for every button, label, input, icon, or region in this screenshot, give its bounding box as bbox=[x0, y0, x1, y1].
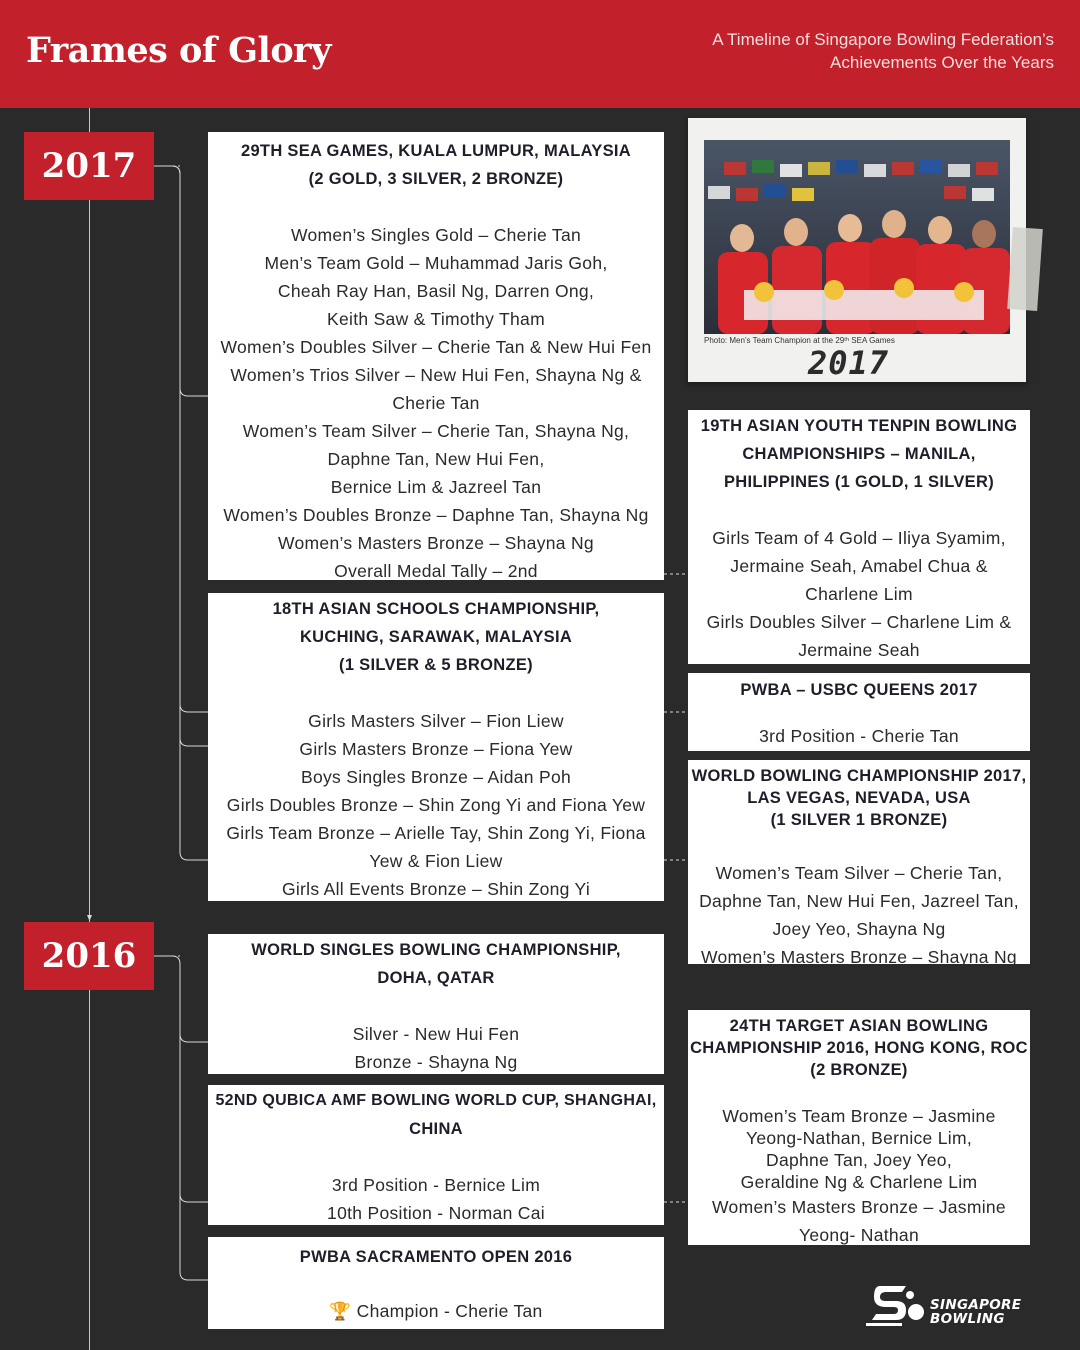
result-line: 3rd Position - Cherie Tan bbox=[759, 726, 959, 746]
result-line: Bernice Lim & Jazreel Tan bbox=[330, 477, 542, 497]
result-line: Girls Masters Silver – Fion Liew bbox=[308, 711, 564, 731]
result-line: Girls Team of 4 Gold – Iliya Syamim, bbox=[712, 528, 1006, 548]
result-line: Cherie Tan bbox=[392, 393, 480, 413]
timeline-arrows bbox=[87, 915, 92, 921]
result-line: Women’s Team Silver – Cherie Tan, Shayna Ng, bbox=[242, 421, 630, 441]
result-line: Geraldine Ng & Charlene Lim bbox=[740, 1172, 978, 1192]
result-line: Daphne Tan, Joey Yeo, bbox=[766, 1150, 952, 1170]
result-line: Women’s Team Bronze – Jasmine bbox=[722, 1106, 996, 1126]
logo-text bbox=[930, 1298, 1021, 1326]
logo-line: SINGAPORE bbox=[930, 1297, 1022, 1313]
result-line: Women’s Masters Bronze – Jasmine bbox=[712, 1197, 1006, 1217]
card-title: LAS VEGAS, NEVADA, USA bbox=[747, 789, 971, 807]
card-title: 29TH SEA GAMES, KUALA LUMPUR, MALAYSIA bbox=[240, 142, 631, 160]
photo-tape bbox=[1007, 227, 1043, 311]
card-title: (2 BRONZE) bbox=[810, 1061, 908, 1079]
result-line: Daphne Tan, New Hui Fen, bbox=[327, 449, 545, 469]
result-line: Girls Masters Bronze – Fiona Yew bbox=[299, 739, 573, 759]
card-pwba-sacramento bbox=[208, 1237, 664, 1329]
result-line: Women’s Doubles Silver – Cherie Tan & New Hui Fen bbox=[220, 337, 652, 357]
subtitle-line: A Timeline of Singapore Bowling Federation’s bbox=[712, 30, 1054, 49]
result-line: Men’s Team Gold – Muhammad Jaris Goh, bbox=[264, 253, 608, 273]
card-target-asian bbox=[688, 1010, 1030, 1245]
card-pwba-queens bbox=[688, 673, 1030, 751]
result-line: 10th Position - Norman Cai bbox=[327, 1203, 545, 1223]
result-line: Overall Medal Tally – 2nd bbox=[334, 561, 538, 581]
result-line: Charlene Lim bbox=[805, 584, 913, 604]
team-photo bbox=[704, 140, 1010, 334]
result-line: Yew & Fion Liew bbox=[369, 851, 503, 871]
card-world-singles bbox=[208, 934, 664, 1074]
result-line: Women’s Singles Gold – Cherie Tan bbox=[290, 225, 582, 245]
card-title: DOHA, QATAR bbox=[377, 969, 495, 987]
result-line: Women’s Doubles Bronze – Daphne Tan, Shayna Ng bbox=[223, 505, 649, 525]
result-line: Yeong-Nathan, Bernice Lim, bbox=[745, 1128, 973, 1148]
card-title: WORLD BOWLING CHAMPIONSHIP 2017, bbox=[691, 767, 1027, 785]
result-line: Yeong- Nathan bbox=[798, 1225, 920, 1245]
result-line: Bronze - Shayna Ng bbox=[354, 1052, 518, 1072]
result-line: Jermaine Seah, Amabel Chua & bbox=[730, 556, 988, 576]
result-line: Girls Doubles Bronze – Shin Zong Yi and Fiona Yew bbox=[226, 795, 646, 815]
card-title: 19TH ASIAN YOUTH TENPIN BOWLING bbox=[700, 417, 1018, 435]
result-line: Silver - New Hui Fen bbox=[352, 1024, 520, 1044]
bowling-logo-icon bbox=[866, 1282, 926, 1328]
logo-line: BOWLING bbox=[930, 1311, 1005, 1327]
year-badge-2016: 2016 bbox=[24, 922, 154, 990]
card-title: CHAMPIONSHIP 2016, HONG KONG, ROC bbox=[690, 1039, 1028, 1057]
card-title: (2 GOLD, 3 SILVER, 2 BRONZE) bbox=[308, 170, 564, 188]
polaroid-photo bbox=[688, 118, 1026, 382]
card-title: WORLD SINGLES BOWLING CHAMPIONSHIP, bbox=[251, 941, 621, 959]
card-title: CHAMPIONSHIPS – MANILA, bbox=[742, 445, 976, 463]
team-photo-illustration bbox=[704, 140, 1010, 334]
card-title: (1 SILVER 1 BRONZE) bbox=[770, 811, 948, 829]
result-line: Daphne Tan, New Hui Fen, Jazreel Tan, bbox=[699, 891, 1019, 911]
card-title: KUCHING, SARAWAK, MALAYSIA bbox=[299, 628, 573, 646]
year-badge-2017: 2017 bbox=[24, 132, 154, 200]
card-title: 52ND QUBICA AMF BOWLING WORLD CUP, SHANGHAI, bbox=[215, 1092, 657, 1109]
card-title: 18TH ASIAN SCHOOLS CHAMPIONSHIP, bbox=[272, 600, 600, 618]
card-sea-games bbox=[208, 132, 664, 580]
singapore-bowling-logo bbox=[866, 1282, 1036, 1328]
result-line: Women’s Masters Bronze – Shayna Ng bbox=[701, 947, 1017, 967]
card-qubica bbox=[208, 1085, 664, 1225]
result-line: 3rd Position - Bernice Lim bbox=[331, 1175, 541, 1195]
card-title: PWBA – USBC QUEENS 2017 bbox=[740, 681, 978, 699]
result-line: Cheah Ray Han, Basil Ng, Darren Ong, bbox=[277, 281, 595, 301]
page-title: Frames of Glory bbox=[26, 30, 331, 71]
card-asian-youth bbox=[688, 410, 1030, 664]
result-line: Joey Yeo, Shayna Ng bbox=[772, 919, 946, 939]
card-title: CHINA bbox=[409, 1120, 463, 1138]
card-title: PWBA SACRAMENTO OPEN 2016 bbox=[299, 1248, 573, 1266]
card-title: 24TH TARGET ASIAN BOWLING bbox=[729, 1017, 989, 1035]
result-line: Jermaine Seah bbox=[798, 640, 920, 660]
card-world-2017 bbox=[688, 760, 1030, 967]
result-line: Girls Team Bronze – Arielle Tay, Shin Zong Yi, Fiona bbox=[226, 823, 646, 843]
result-line: Women’s Masters Bronze – Shayna Ng bbox=[278, 533, 594, 553]
result-line: Women’s Team Silver – Cherie Tan, bbox=[715, 863, 1003, 883]
result-line: Girls All Events Bronze – Shin Zong Yi bbox=[281, 879, 591, 899]
result-line: Girls Doubles Silver – Charlene Lim & bbox=[706, 612, 1012, 632]
result-line: 🏆 Champion - Cherie Tan bbox=[329, 1301, 543, 1321]
subtitle-line: Achievements Over the Years bbox=[830, 53, 1054, 72]
card-asian-schools bbox=[208, 593, 664, 901]
result-line: Keith Saw & Timothy Tham bbox=[327, 309, 545, 329]
result-line: Women’s Trios Silver – New Hui Fen, Shayna Ng & bbox=[230, 365, 642, 385]
photo-caption: Photo: Men’s Team Champion at the 29ᵗʰ SEA Games bbox=[704, 336, 895, 345]
card-title: (1 SILVER & 5 BRONZE) bbox=[339, 656, 533, 674]
result-line: Boys Singles Bronze – Aidan Poh bbox=[300, 767, 572, 787]
card-title: PHILIPPINES (1 GOLD, 1 SILVER) bbox=[724, 473, 994, 491]
photo-year: 2017 bbox=[808, 344, 890, 382]
